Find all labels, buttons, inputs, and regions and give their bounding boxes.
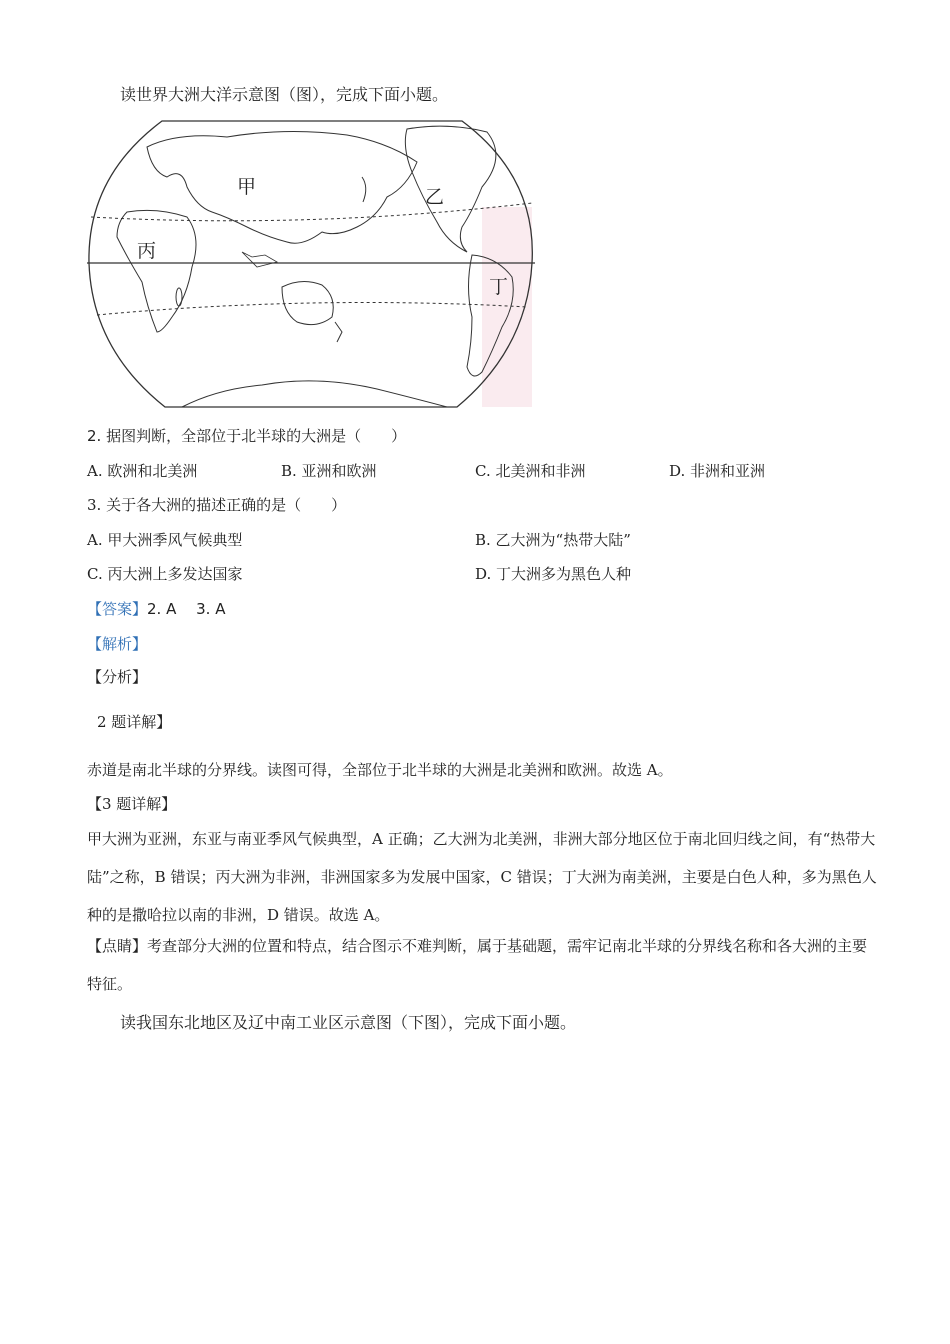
- q3-option-b: B. 乙大洲为“热带大陆”: [475, 531, 631, 549]
- detail-3-text: 甲大洲为亚洲，东亚与南亚季风气候典型，A 正确；乙大洲为北美洲，非洲大部分地区位于南北回归线之间，有“热带大陆”之称，B 错误；丙大洲为非洲，非洲国家多为发展中国家，C 错误；丁大洲为南美洲，主要是白色人种，多为黑色人种的是撒哈拉以南的非洲，D 错误。故选 A。: [87, 830, 877, 924]
- southeast-asia-islands: [242, 252, 277, 267]
- madagascar-outline: [176, 288, 182, 306]
- label-jia: 甲: [237, 176, 257, 198]
- tropic-of-cancer-line: [91, 203, 532, 221]
- answer-tag: 【答案】: [87, 600, 148, 618]
- q3-option-d: D. 丁大洲多为黑色人种: [475, 565, 632, 583]
- new-zealand-outline: [335, 322, 342, 342]
- japan-outline: [362, 177, 366, 202]
- label-yi: 乙: [425, 186, 445, 208]
- dianjing-text: 【点睛】考查部分大洲的位置和特点，结合图示不难判断，属于基础题，需牢记南北半球的分界线名称和各大洲的主要特征。: [87, 937, 868, 993]
- label-ding: 丁: [489, 276, 509, 298]
- answer-text: 2. A 3. A: [147, 600, 226, 618]
- q2-option-a: A. 欧洲和北美洲: [87, 462, 198, 480]
- fenxi-tag: 【分析】: [87, 668, 148, 686]
- eurasia-outline: [147, 131, 417, 243]
- label-bing: 丙: [137, 240, 157, 262]
- world-map-svg: [87, 117, 537, 409]
- question-3-stem: 3. 关于各大洲的描述正确的是（ ）: [87, 496, 347, 514]
- antarctica-outline: [182, 381, 447, 407]
- q2-option-b: B. 亚洲和欧洲: [281, 462, 377, 480]
- intro-text-2: 读我国东北地区及辽中南工业区示意图（下图），完成下面小题。: [120, 1013, 577, 1032]
- question-2-stem: [87, 425, 406, 446]
- detail-2-text: 赤道是南北半球的分界线。读图可得，全部位于北半球的大洲是北美洲和欧洲。故选 A。: [87, 761, 673, 779]
- q2-option-d: D. 非洲和亚洲: [669, 462, 766, 480]
- africa-outline: [117, 210, 196, 332]
- analysis-tag: 【解析】: [87, 635, 148, 653]
- q3-option-c: C. 丙大洲上多发达国家: [87, 565, 243, 583]
- q3-option-a: A. 甲大洲季风气候典型: [87, 531, 243, 549]
- question-2-text: 2. 据图判断，全部位于北半球的大洲是（ ）: [87, 427, 407, 445]
- world-map-figure: [87, 117, 537, 409]
- detail-2-title: 2 题详解】: [97, 713, 172, 731]
- detail-3-title: 【3 题详解】: [87, 795, 177, 813]
- map-frame: [89, 121, 532, 407]
- answer-line: [87, 598, 225, 619]
- q2-option-c: C. 北美洲和非洲: [475, 462, 586, 480]
- tropic-of-capricorn-line: [97, 303, 527, 316]
- intro-text: 读世界大洲大洋示意图（图），完成下面小题。: [120, 85, 449, 104]
